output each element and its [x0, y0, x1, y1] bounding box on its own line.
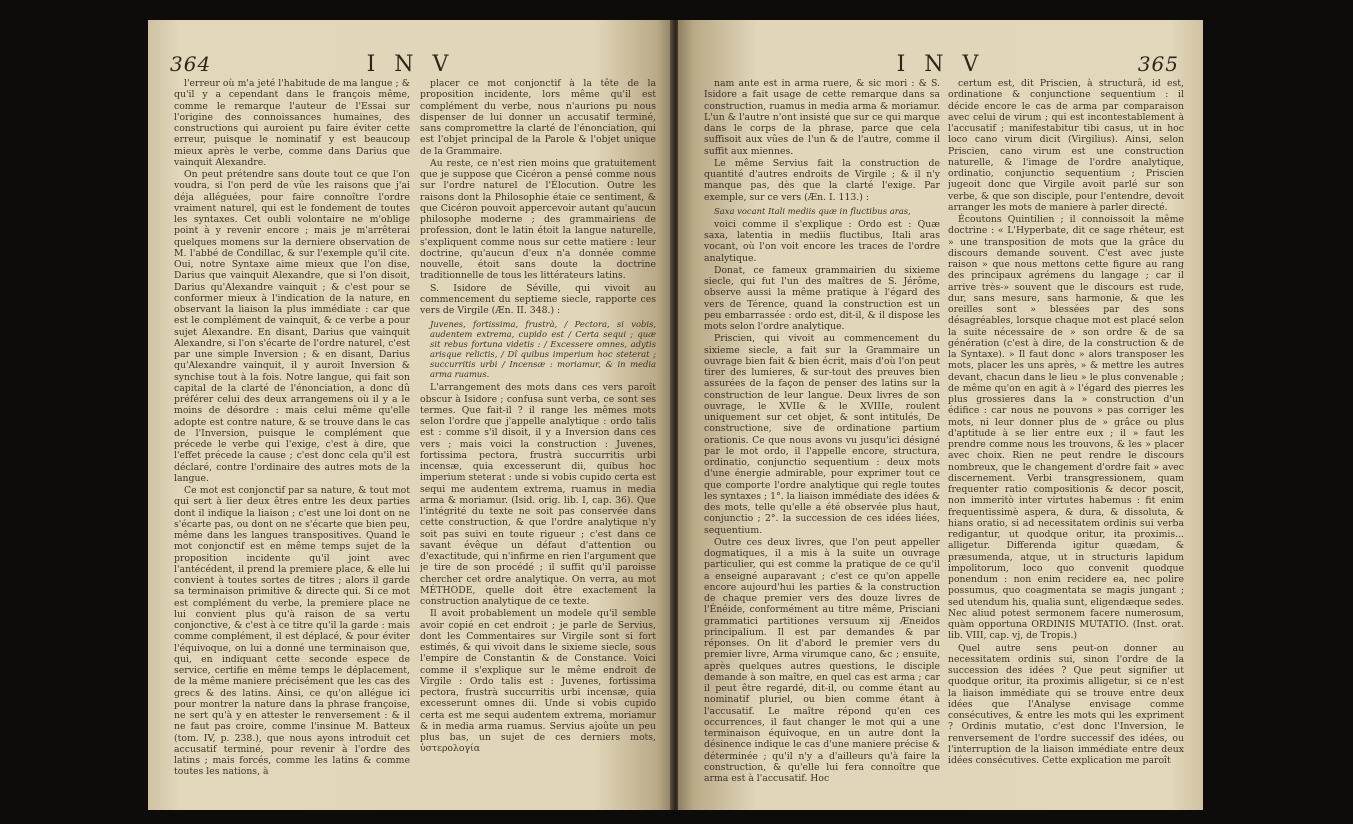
running-head: I N V — [366, 52, 455, 77]
paragraph: Quel autre sens peut-on donner au necessitatem ordinis sui, sinon l'ordre de la succession des idées ? Que peut signifier ut quodque oritur, ita proximis alligetur, si ce n'est la liaison immédiate qui se trouve entre deux idées que l'Analyse envisage comme consécutives, & entre les mots qui les expriment ? Ordinis mutatio, c'est donc l'Inversion, le renversement de l'ordre successif des idées, ou l'interruption de la liaison immédiate entre deux idées consécutives. Cette explication me paroît — [948, 642, 1184, 766]
paragraph: certum est, dit Priscien, à structurâ, id est, ordinatione & conjunctione sequentium : il décide encore le cas de arma par comparaison avec celui de virum ; qui est incontestablement à l'accusatif ; manifestabitur tibi casus, ut in hoc loco cano virum dicit (Virgilius). Ainsi, selon Priscien, cano virum est une construction naturelle, & l'image de l'ordre analytique, ordinatio, conjunctio sequentium ; Priscien jugeoit donc que Virgile avoit parlé sur son verbe, & que son disciple, pour l'entendre, devoit arranger les mots de maniere à parler directé. — [948, 78, 1184, 213]
paragraph: On peut prétendre sans doute tout ce que l'on voudra, si l'on perd de vûe les raisons que j'ai déja alléguées, pour faire connoître l'ordre vraiment naturel, qui est le fondement de toutes les syntaxes. Cet oubli volontaire ne m'oblige point à y revenir encore ; mais je m'arrêterai quelques momens sur la derniere observation de M. l'abbé de Condillac, & sur l'exemple qu'il cite. Oui, notre Syntaxe aime mieux que l'on dise, Darius que vainquit Alexandre, que si l'on disoit, Darius qu'Alexandre vainquit ; & c'est pour se conformer mieux à l'indication de la nature, en observant la liaison la plus immédiate : car que est le complément de vainquit, & ce verbe a pour sujet Alexandre. En disant, Darius que vainquit Alexandre, si l'on s'écarte de l'ordre naturel, c'est par une simple Inversion ; & en disant, Darius qu'Alexandre vainquit, il y auroit Inversion & synchise tout à la fois. Notre langue, qui fait son capital de la clarté de l'énonciation, a donc dû préférer celui des deux arrangemens où il y a le moins de désordre : mais celui même qu'elle adopte est contre nature, & se trouve dans le cas de l'Inversion, puisque le complément que précede le verbe qui l'exige, c'est à dire, que l'effet précede la cause ; c'est donc cela qu'il est déclaré, contre l'ordinaire des autres mots de la langue. — [174, 169, 410, 484]
open-book — [148, 20, 1203, 810]
paragraph: L'arrangement des mots dans ces vers paroît obscur à Isidore ; confusa sunt verba, ce sont ses termes. Que fait-il ? il range les mêmes mots selon l'ordre que j'appelle analytique : ordo talis est : comme s'il disoit, il y a Inversion dans ces vers ; mais voici la construction : Juvenes, fortissima pectora, frustrà succurritis urbi incensæ, quia excesserunt dii, quibus hoc imperium steterat : unde si vobis cupido certa est sequi me audentem extrema, ruamus in media arma & moriamur. (Isid. orig. lib. I, cap. 36). Que l'intégrité du texte ne soit pas conservée dans cette construction, & que l'ordre analytique n'y soit pas suivi en toute rigueur ; c'est dans ce savant évêque un défaut d'attention ou d'exactitude, qui n'infirme en rien l'argument que je tire de son procédé ; il suffit qu'il paroisse chercher cet ordre analytique. On verra, au mot MÉTHODE, quelle doit être exactement la construction analytique de ce texte. — [420, 382, 656, 607]
paragraph: Il avoit probablement un modele qu'il semble avoir copié en cet endroit ; je parle de Servius, dont les Commentaires sur Virgile sont si fort estimés, & qui vivoit dans le sixieme siecle, sous l'empire de Constantin & de Constance. Voici comme il s'explique sur le même endroit de Virgile : Ordo talis est : Juvenes, fortissima pectora, frustrà succurritis urbi incensæ, quia excesserunt omnes dii. Unde si vobis cupido certa est me sequi audentem extrema, moriamur & in media arma ruamus. Servius ajoûte un peu plus bas, un sujet de ces derniers mots, ὑστερολογία — [420, 608, 656, 755]
page-number: 364 — [170, 52, 212, 76]
paragraph: Saxa vocant Itali mediis quæ in fluctibus aras, — [714, 205, 911, 216]
running-head: I N V — [896, 52, 985, 77]
paragraph: Juvenes, fortissima, frustrà, / Pectora, si vobis, audentem extrema, cupido est / Certa sequi ; quæ sit rebus fortuna videtis : / Excessere omnes, adytis arisque relictis, / Dî quibus imperium hoc steterat ; succurritis urbi / Incensæ : moriamur, & in media arma ruamus. — [430, 319, 656, 380]
paragraph: l'erreur où m'a jeté l'habitude de ma langue ; & qu'il y a cependant dans le françois même, comme le remarque l'auteur de l'Essai sur l'origine des connoissances humaines, des constructions qui auroient pu faire éviter cette erreur, puisque le nominatif y est beaucoup mieux après le verbe, comme dans Darius que vainquit Alexandre. — [174, 78, 410, 168]
right-page — [678, 20, 1203, 810]
left-page — [148, 20, 673, 810]
paragraph: Donat, ce fameux grammairien du sixieme siecle, qui fut l'un des maîtres de S. Jérôme, observe aussi la même pratique à l'égard des vers de Térence, quand la construction est un peu embarrassée : ordo est, dit-il, & il dispose les mots selon l'ordre analytique. — [704, 264, 940, 332]
text-column — [948, 78, 1184, 796]
paragraph: Ce mot est conjonctif par sa nature, & tout mot qui sert à lier deux êtres entre les deux parties dont il indique la liaison ; c'est une loi dont on ne s'écarte pas, ou dont on ne s'écarte que bien peu, même dans les langues transpositives. Quand le mot conjonctif est en même temps sujet de la proposition incidente qu'il joint avec l'antécédent, il prend la premiere place, & elle lui convient à toutes sortes de titres ; alors il garde sa terminaison primitive & directe qui. Si ce mot est complément du verbe, la premiere place ne lui convient plus qu'à raison de sa vertu conjonctive, & c'est à ce titre qu'il la garde : mais comme complément, il est déplacé, & pour éviter l'équivoque, on lui a donné une terminaison que, qui, en indiquant cette seconde espece de service, certifie en même temps le déplacement, de la même maniere précisément que les cas des grecs & des latins. Ainsi, ce qu'on allégue ici pour montrer la nature dans la phrase françoise, ne sert qu'à y en attester le renversement : & il ne faut pas croire, comme l'insinue M. Batteux (tom. IV, p. 238.), que nous ayons introduit cet accusatif terminé, pour revenir à l'ordre des latins ; mais forcés, comme les latins & comme toutes les nations, à — [174, 485, 410, 778]
paragraph: voici comme il s'explique : Ordo est : Quæ saxa, latentia in mediis fluctibus, Itali aras vocant, où l'on voit encore les traces de l'ordre analytique. — [704, 218, 940, 264]
paragraph: Au reste, ce n'est rien moins que gratuitement que je suppose que Cicéron a pensé comme nous sur l'ordre naturel de l'Élocution. Outre les raisons dont la Philosophie étaie ce sentiment, & que Cicéron pouvoit appercevoir autant qu'aucun philosophe moderne ; des grammairiens de profession, dont le latin étoit la langue naturelle, s'expliquent comme nous sur cette matiere : leur doctrine, qu'aucun d'eux n'a donnée comme nouvelle, étoit sans doute la doctrine traditionnelle de tous les littérateurs latins. — [420, 157, 656, 282]
paragraph: Priscien, qui vivoit au commencement du sixieme siecle, a fait sur la Grammaire un ouvrage bien fait & bien écrit, mais d'où l'on peut tirer des lumieres, & sur-tout des preuves bien assurées de la façon de penser des latins sur la construction de leur langue. Deux livres de son ouvrage, le XVIIe & le XVIIIe, roulent uniquement sur cet objet, & sont intitulés, De constructione, sive de ordinatione partium orationis. Ce que nous avons vu jusqu'ici désigné par le mot ordo, il l'appelle encore, structura, ordinatio, conjunctio sequentium : deux mots d'une énergie admirable, pour exprimer tout ce que comporte l'ordre analytique qui regle toutes les syntaxes ; 1°. la liaison immédiate des idées & des mots, telle qu'elle a été observée plus haut, conjunctio ; 2°. la succession de ces idées liées, sequentium. — [704, 333, 940, 536]
paragraph: S. Isidore de Séville, qui vivoit au commencement du septieme siecle, rapporte ces vers de Virgile (Æn. II. 348.) : — [420, 282, 656, 316]
page-number: 365 — [1137, 52, 1179, 76]
text-column — [174, 78, 410, 796]
text-column — [704, 78, 940, 796]
paragraph: Écoutons Quintilien ; il connoissoit la même doctrine : « L'Hyperbate, dit ce sage rhéteur, est » une transposition de mots que la grâce du discours demande souvent. C'est avec juste raison » que nous mettons cette figure au rang des principaux agrémens du langage ; car il arrive très-» souvent que le discours est rude, dur, sans mesure, sans harmonie, & que les oreilles sont » blessées par des sons désagréables, lorsque chaque mot est placé selon la suite nécessaire de » son ordre & de sa génération (c'est à dire, de la construction & de la Syntaxe). » Il faut donc » alors transposer les mots, placer les uns après, » & mettre les autres devant, chacun dans le lieu » le plus convenable ; de même qu'on en agit à » l'égard des pierres les plus grossieres dans la » construction d'un édifice : car nous ne pouvons » pas corriger les mots, ni leur donner plus de » grâce ou plus d'aptitude à se lier entre eux ; il » faut les prendre comme nous les trouvons, & les » placer avec choix. Rien ne peut rendre le discours nombreux, que le changement d'ordre fait » avec discernement. Verbi transgressionem, quam frequenter ratio compositionis & decor poscit, non immeritò inter virtutes habemus : fit enim frequentissimè aspera, & dura, & dissoluta, & hians oratio, si ad necessitatem ordinis sui verba redigantur, ut quodque oritur, ita proximis... alligetur. Differenda igitur quædam, & præsumenda, atque, ut in structuris lapidum impolitorum, loco quo convenit quodque ponendum : non enim recidere ea, nec polire possumus, quo coagmentata se magis jungant ; sed utendum his, qualia sunt, eligendæque sedes. Nec aliud potest sermonem facere numerosum, quàm opportuna ORDINIS MUTATIO. (Inst. orat. lib. VIII, cap. vj, de Tropis.) — [948, 214, 1184, 642]
paragraph: placer ce mot conjonctif à la tête de la proposition incidente, lors même qu'il est complément du verbe, nous n'aurions pu nous dispenser de lui donner un accusatif terminé, sans compromettre la clarté de l'énonciation, qui est l'objet principal de la Parole & l'objet unique de la Grammaire. — [420, 78, 656, 157]
paragraph: Le même Servius fait la construction de quantité d'autres endroits de Virgile ; & il n'y manque pas, dès que la clarté l'exige. Par exemple, sur ce vers (Æn. I. 113.) : — [704, 157, 940, 203]
paragraph: nam ante est in arma ruere, & sic mori : & S. Isidore a fait usage de cette remarque dans sa construction, ruamus in media arma & moriamur. L'un & l'autre n'ont insisté que sur ce qui marque dans le corps de la phrase, parce que cela suffisoit aux vûes de l'un & de l'autre, comme il suffit aux miennes. — [704, 78, 940, 157]
paragraph: Outre ces deux livres, que l'on peut appeller dogmatiques, il a mis à la suite un ouvrage particulier, qui est comme la pratique de ce qu'il a enseigné auparavant ; c'est ce qu'on appelle encore aujourd'hui les parties & la construction de chaque premier vers des douze livres de l'Énéide, conformément au titre même, Prisciani grammatici partitiones versuum xij Æneidos principalium. Il est par demandes & par réponses. On lit d'abord le premier vers du premier livre, Arma virumque cano, &c ; ensuite, après quelques autres questions, le disciple demande à son maître, en quel cas est arma ; car il peut être regardé, dit-il, ou comme étant au nominatif pluriel, ou bien comme étant à l'accusatif. Le maître répond qu'en ces occurrences, il faut changer le mot qui a une terminaison équivoque, en un autre dont la désinence indique le cas d'une maniere précise & déterminée ; qu'il n'y a d'ailleurs qu'à faire la construction, & qu'elle lui fera connoître que arma est à l'accusatif. Hoc — [704, 536, 940, 784]
text-column — [420, 78, 656, 796]
